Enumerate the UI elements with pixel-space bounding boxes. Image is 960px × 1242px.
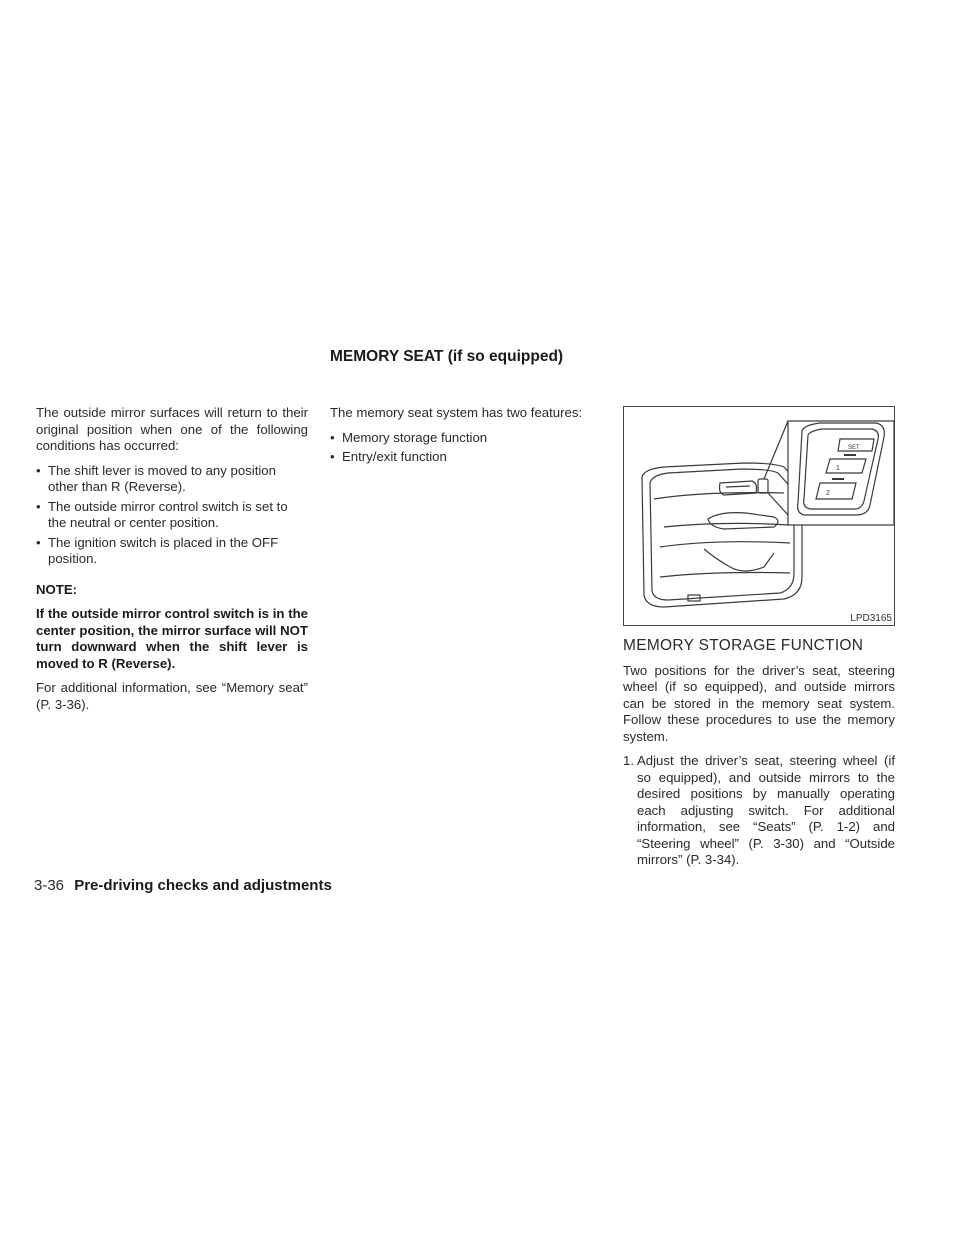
page-footer [34, 877, 332, 894]
list-item: • Entry/exit function [330, 449, 602, 466]
mirror-return-conditions [36, 463, 308, 568]
step-number: 1. [623, 753, 634, 768]
memory-storage-heading: MEMORY STORAGE FUNCTION [623, 637, 864, 654]
column-memory-features [330, 405, 602, 474]
features-list [330, 430, 602, 466]
list-item: • The ignition switch is placed in the OFF position. [36, 535, 308, 568]
column-memory-storage [623, 638, 895, 869]
memory-1-button-label: 1 [836, 465, 840, 472]
figure-code: LPD3165 [850, 613, 892, 624]
chapter-title: Pre-driving checks and adjustments [74, 877, 332, 894]
memory-2-button-label: 2 [826, 490, 830, 497]
section-title: MEMORY SEAT (if so equipped) [330, 348, 564, 365]
note-text: If the outside mirror control switch is in the center position, the mirror surface will NOT turn downward when the shift lever is moved to R (Reverse). [36, 606, 308, 671]
list-item: • Memory storage function [330, 430, 602, 447]
memory-storage-steps [623, 753, 895, 869]
memory-storage-intro: Two positions for the driver’s seat, steering wheel (if so equipped), and outside mirrors can be stored in the memory seat system. Follow these procedures to use the memory system. [623, 662, 895, 744]
door-panel-illustration [624, 407, 896, 627]
reference-link[interactable]: For additional information, see “Memory seat” (P. 3-36). [36, 680, 308, 712]
features-intro: The memory seat system has two features: [330, 405, 583, 420]
page-number: 3-36 [34, 877, 65, 894]
door-panel-figure [623, 406, 895, 626]
set-button-label: SET [848, 445, 860, 451]
note-label: NOTE: [36, 581, 78, 597]
list-item: • The shift lever is moved to any position other than R (Reverse). [36, 463, 308, 496]
list-item: • The outside mirror control switch is set to the neutral or center position. [36, 499, 308, 532]
list-item [623, 753, 895, 869]
column-mirror-return [36, 405, 308, 721]
step-text: Adjust the driver’s seat, steering wheel (if so equipped), and outside mirrors to the desired positions by manually operating each adjusting switch. For additional information, see “Seats” (P. 1-2) and “Steering wheel” (P. 3-30) and “Outside mirrors” (P. 3-34). [637, 753, 895, 867]
mirror-return-intro: The outside mirror surfaces will return to their original position when one of the following conditions has occurred: [36, 405, 308, 453]
